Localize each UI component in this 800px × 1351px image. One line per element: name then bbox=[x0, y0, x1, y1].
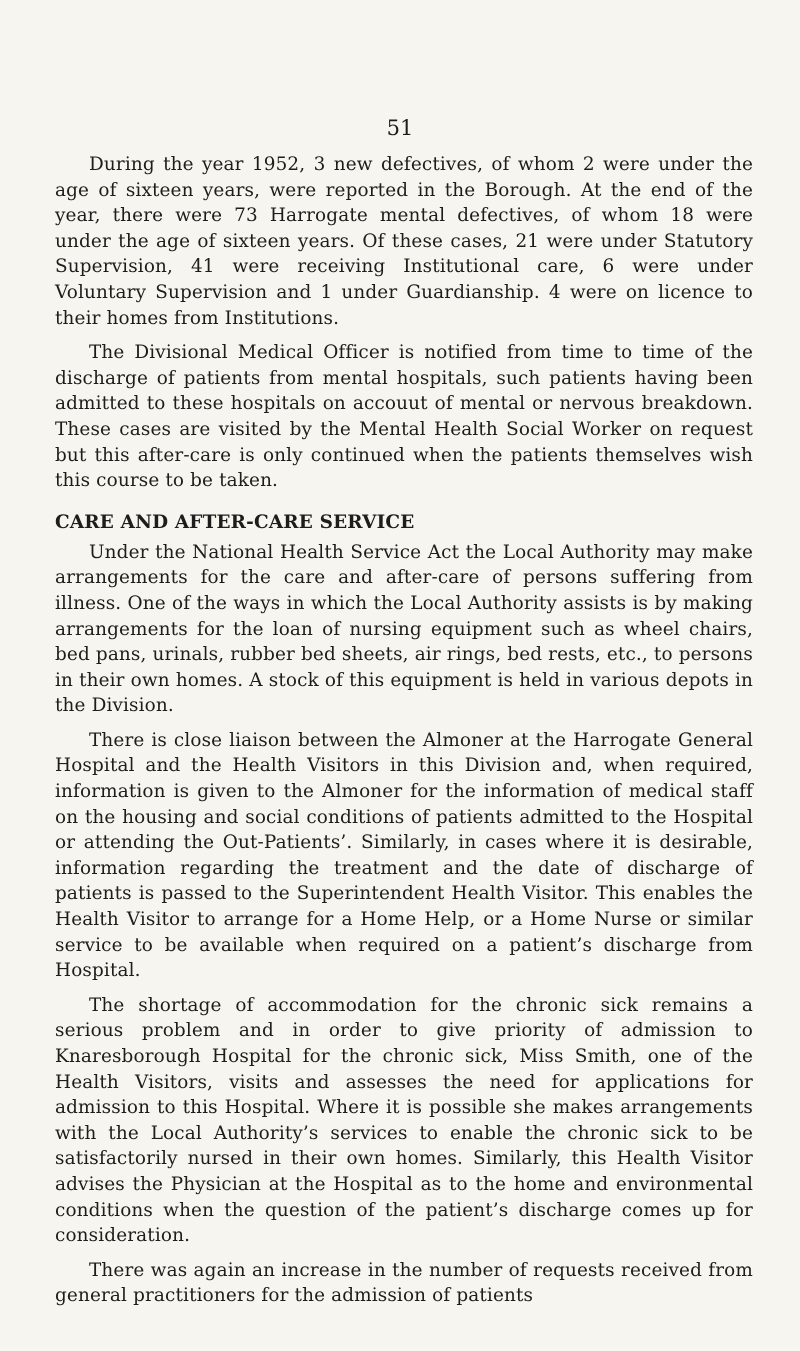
body-text bbox=[55, 152, 753, 1318]
paragraph-divisional-medical-officer: The Divisional Medical Officer is notified from time to time of the discharge of patients from mental hospitals, such patients having been admitted to these hospitals on accouut of mental or nervous breakdown. These cases are visited by the Mental Health Social Worker on request but this after-care is only continued when the patients themselves wish this course to be taken. bbox=[55, 342, 753, 492]
paragraph-almoner-liaison: There is close liaison between the Almoner at the Harrogate General Hospital and the Health Visitors in this Division and, when required, information is given to the Almoner for the information of medical staff on the housing and social conditions of patients admitted to the Hospital or attending the Out-Patients’. Similarly, in cases where it is desirable, information regarding the treatment and the date of discharge of patients is passed to the Superintendent Health Visitor. This enables the Health Visitor to arrange for a Home Help, or a Home Nurse or similar service to be available when required on a patient’s discharge from Hospital. bbox=[55, 729, 753, 982]
section-heading: CARE AND AFTER-CARE SERVICE bbox=[55, 511, 415, 533]
page-number: 51 bbox=[386, 116, 414, 140]
paragraph-nursing-equipment: Under the National Health Service Act the Local Authority may make arrangements for the care and after-care of persons suffering from illness. One of the ways in which the Local Authority assists is by making arrangements for the loan of nursing equipment such as wheel chairs, bed pans, urinals, rubber bed sheets, air rings, bed rests, etc., to persons in their own homes. A stock of this equipment is held in various depots in the Division. bbox=[55, 541, 753, 717]
paragraph-mental-defectives: During the year 1952, 3 new defectives, of whom 2 were under the age of sixteen years, were reported in the Borough. At the end of the year, there were 73 Harrogate mental defectives, of whom 18 were under the age of sixteen years. Of these cases, 21 were under Statutory Supervision, 41 were receiving Institutional care, 6 were under Voluntary Supervision and 1 under Guardianship. 4 were on licence to their homes from Institutions. bbox=[55, 154, 753, 329]
paragraph-chronic-sick: The shortage of accommodation for the chronic sick remains a serious problem and in order to give priority of admission to Knaresborough Hospital for the chronic sick, Miss Smith, one of the Health Visitors, visits and assesses the need for applications for admission to this Hospital. Where it is possible she makes arrangements with the Local Authority’s services to enable the chronic sick to be satisfactorily nursed in their own homes. Similarly, this Health Visitor advises the Physician at the Hospital as to the home and environmental conditions when the question of the patient’s discharge comes up for consideration. bbox=[55, 994, 753, 1247]
paragraph-requests-increase: There was again an increase in the number of requests received from general practitioners for the admission of patients bbox=[55, 1259, 753, 1307]
